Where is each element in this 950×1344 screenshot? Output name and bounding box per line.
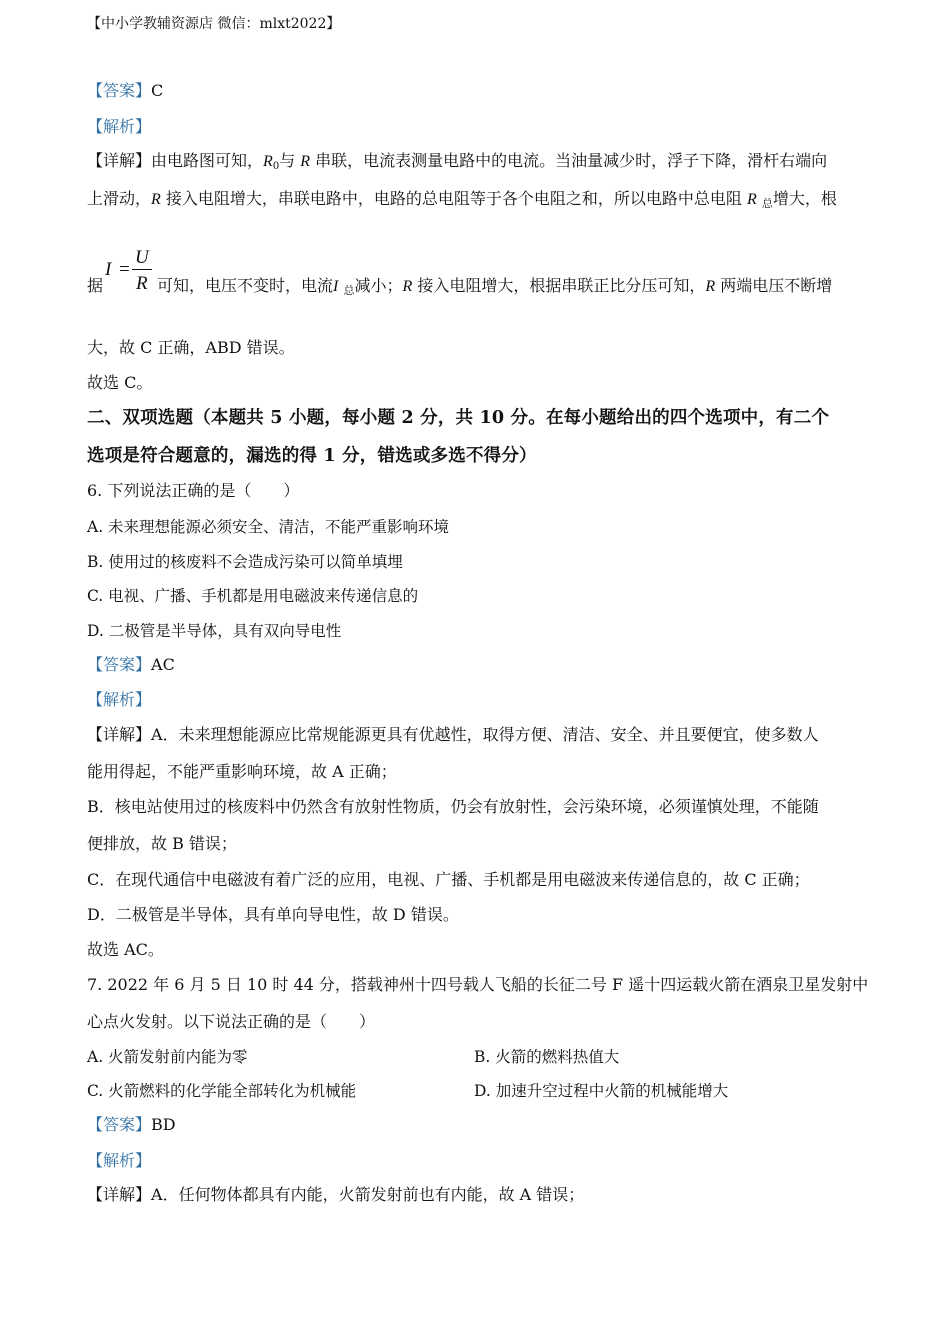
- answer-tag: 【答案】: [87, 1115, 152, 1134]
- formula-equals: =: [119, 259, 130, 280]
- symbol-r-total: R: [747, 191, 757, 208]
- answer-value: C: [151, 81, 164, 100]
- text: 减小；: [354, 276, 403, 295]
- section-heading-line-1: 二、双项选题（本题共 5 小题，每小题 2 分，共 10 分。在每小题给出的四个选项中，有二个: [87, 408, 830, 428]
- section-heading-line-2: 选项是符合题意的，漏选的得 1 分，错选或多选不得分）: [87, 446, 537, 466]
- symbol-r: R: [151, 191, 161, 208]
- q5-detail-line-2: [87, 189, 837, 214]
- symbol-r0: R: [263, 153, 273, 170]
- q6-stem: 6. 下列说法正确的是（ ）: [87, 481, 300, 500]
- q5-detail-line-1: [87, 151, 827, 177]
- text: A．任何物体都具有内能，火箭发射前也有内能，故 A 错误；: [151, 1185, 585, 1204]
- q5-detail-line-3b: [157, 276, 832, 301]
- q6-conclusion: 故选 AC。: [87, 940, 164, 959]
- q5-detail-line-4: 大，故 C 正确，ABD 错误。: [87, 338, 295, 357]
- analysis-tag: 【解析】: [87, 1151, 152, 1170]
- q5-answer-line: [87, 81, 163, 101]
- q6-option-d: D. 二极管是半导体，具有双向导电性: [87, 622, 342, 640]
- analysis-tag: 【解析】: [87, 690, 152, 709]
- q7-stem-1: 7. 2022 年 6 月 5 日 10 时 44 分，搭载神州十四号载人飞船的长征二号 F 遥十四运载火箭在酒泉卫星发射中: [87, 975, 869, 994]
- formula-denominator: R: [136, 273, 148, 294]
- text: 上滑动，: [87, 189, 152, 208]
- q6-detail-a-2: 能用得起，不能严重影响环境，故 A 正确；: [87, 762, 397, 781]
- answer-value: BD: [151, 1115, 176, 1134]
- subscript: 0: [272, 161, 280, 172]
- q6-option-a: A. 未来理想能源必须安全、清洁，不能严重影响环境: [87, 518, 450, 536]
- q7-option-a: A. 火箭发射前内能为零: [87, 1048, 248, 1066]
- q6-option-c: C. 电视、广播、手机都是用电磁波来传递信息的: [87, 587, 419, 605]
- q6-detail-b-1: B．核电站使用过的核废料中仍然含有放射性物质，仍会有放射性，会污染环境，必须谨慎处理，不能随: [87, 797, 819, 816]
- answer-tag: 【答案】: [87, 655, 152, 674]
- text: 接入电阻增大，串联电路中，电路的总电阻等于各个电阻之和，所以电路中总电阻: [165, 189, 742, 208]
- answer-value: AC: [151, 655, 175, 674]
- q6-detail-b-2: 便排放，故 B 错误；: [87, 834, 237, 853]
- header-label: 【中小学教辅资源店 微信：mlxt2022】: [87, 16, 341, 32]
- detail-tag: 【详解】: [87, 1185, 152, 1204]
- subscript: 总: [761, 197, 773, 210]
- answer-tag: 【答案】: [87, 81, 152, 100]
- fraction-bar: [132, 269, 152, 270]
- q6-answer-line: [87, 655, 175, 675]
- symbol-i: I: [333, 278, 339, 295]
- q7-option-d: D. 加速升空过程中火箭的机械能增大: [474, 1082, 729, 1100]
- text: 由电路图可知，: [151, 151, 264, 170]
- detail-tag: 【详解】: [87, 725, 152, 744]
- symbol-r: R: [705, 278, 716, 295]
- q6-detail-c: C．在现代通信中电磁波有着广泛的应用，电视、广播、手机都是用电磁波来传递信息的，故 C 正确；: [87, 870, 810, 889]
- q6-detail-d: D．二极管是半导体，具有单向导电性，故 D 错误。: [87, 905, 459, 924]
- q7-option-c: C. 火箭燃料的化学能全部转化为机械能: [87, 1082, 357, 1100]
- text: 接入电阻增大，根据串联正比分压可知，: [417, 276, 706, 295]
- text: A．未来理想能源应比常规能源更具有优越性，取得方便、清洁、安全、并且要便宜，使多数人: [151, 725, 819, 744]
- q7-answer-line: [87, 1115, 176, 1135]
- q5-detail-line-3: [87, 276, 103, 296]
- analysis-tag: 【解析】: [87, 117, 152, 136]
- q6-detail-a-1: [87, 725, 819, 745]
- detail-tag: 【详解】: [87, 151, 152, 170]
- q7-option-b: B. 火箭的燃料热值大: [474, 1048, 620, 1066]
- text: 据: [87, 276, 104, 295]
- q6-option-b: B. 使用过的核废料不会造成污染可以简单填埋: [87, 553, 403, 571]
- symbol-r: R: [300, 153, 311, 170]
- text: 串联，电流表测量电路中的电流。当油量减少时，浮子下降，滑杆右端向: [315, 151, 828, 170]
- symbol-r: R: [402, 278, 413, 295]
- subscript: 总: [343, 284, 355, 297]
- formula-numerator: U: [135, 247, 149, 268]
- text: 与: [279, 151, 296, 170]
- formula-i: I: [105, 259, 112, 280]
- q5-conclusion: 故选 C。: [87, 373, 153, 392]
- text: 两端电压不断增: [720, 276, 833, 295]
- q7-stem-2: 心点火发射。以下说法正确的是（ ）: [87, 1012, 376, 1031]
- q7-detail-a: [87, 1185, 584, 1205]
- text: 可知，电压不变时，电流: [157, 276, 334, 295]
- text: 增大，根: [772, 189, 837, 208]
